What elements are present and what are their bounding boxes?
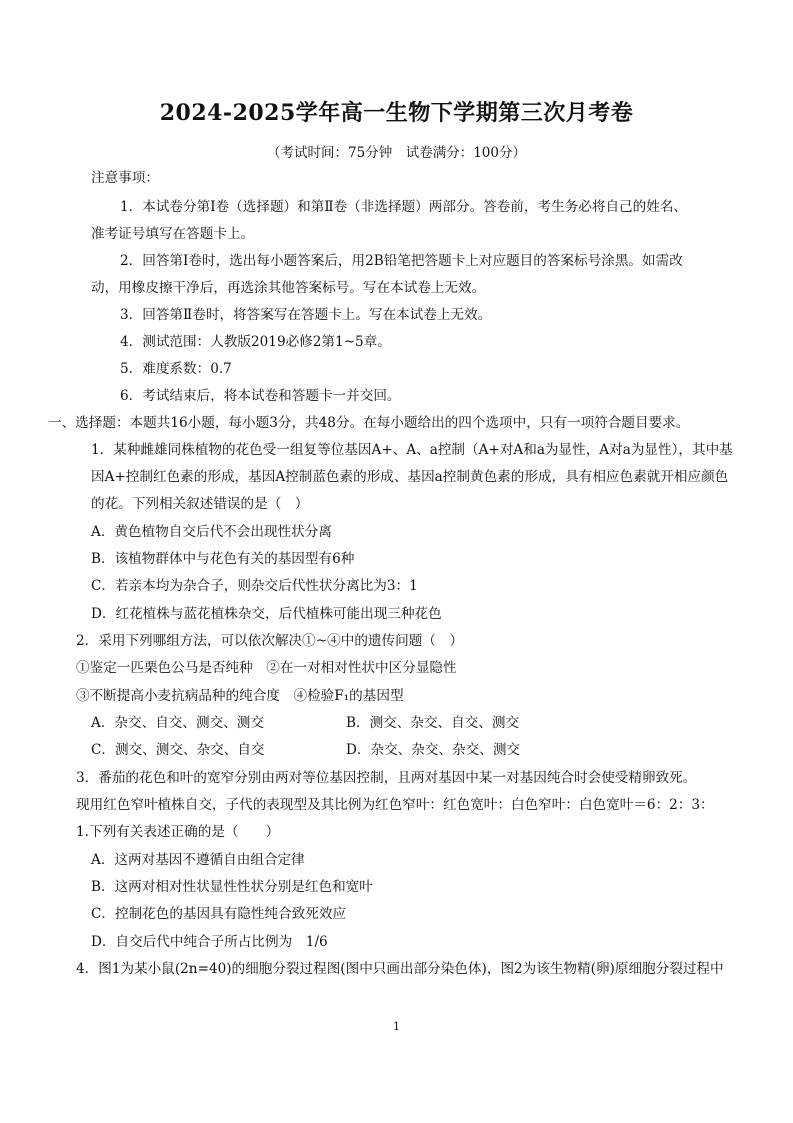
question-stem: 因A+控制红色素的形成，基因A控制蓝色素的形成、基因a控制黄色素的形成，具有相应色素就开相应颜色 [91, 469, 729, 485]
answer-option: C．若亲本均为杂合子，则杂交后代性状分离比为3：1 [91, 578, 418, 594]
exam-subtitle: （考试时间：75分钟 试卷满分：100分） [267, 145, 526, 161]
page-number: 1 [393, 1020, 400, 1033]
answer-option: D．红花植株与蓝花植株杂交，后代植株可能出现三种花色 [91, 606, 442, 622]
note-line: 动，用橡皮擦干净后，再选涂其他答案标号。写在本试卷上无效。 [91, 280, 486, 296]
question-stem: 4．图1为某小鼠(2n=40)的细胞分裂过程图(图中只画出部分染色体)，图2为该生物精(卵)原细胞分裂过程中 [76, 961, 724, 977]
note-line: 6．考试结束后，将本试卷和答题卡一并交回。 [120, 388, 401, 404]
answer-option: B．这两对相对性状显性性状分别是红色和宽叶 [91, 879, 373, 895]
question-stem: 现用红色窄叶植株自交，子代的表现型及其比例为红色窄叶：红色宽叶：白色窄叶：白色宽叶＝6：2：3： [76, 797, 714, 813]
question-stem: 1.下列有关表述正确的是（ ） [76, 824, 280, 840]
exam-title: 2024-2025学年高一生物下学期第三次月考卷 [159, 100, 634, 126]
note-line: 3．回答第Ⅱ卷时，将答案写在答题卡上。写在本试卷上无效。 [120, 307, 492, 323]
answer-option: C．控制花色的基因具有隐性纯合致死效应 [91, 906, 347, 922]
answer-option: A．这两对基因不遵循自由组合定律 [91, 852, 305, 868]
question-item: ③不断提高小麦抗病品种的纯合度 ④检验F₁的基因型 [76, 688, 404, 704]
answer-option: D．杂交、杂交、杂交、测交 [346, 742, 521, 758]
answer-option: A．杂交、自交、测交、测交 [91, 715, 264, 731]
note-line: 4．测试范围：人教版2019必修2第1~5章。 [120, 334, 391, 350]
notes-heading: 注意事项： [91, 170, 159, 186]
question-item: ①鉴定一匹栗色公马是否纯种 ②在一对相对性状中区分显隐性 [76, 660, 457, 676]
answer-option: C．测交、测交、杂交、自交 [91, 742, 265, 758]
answer-option: A．黄色植物自交后代不会出现性状分离 [91, 524, 332, 540]
answer-option: B．测交、杂交、自交、测交 [346, 715, 520, 731]
question-stem: 2．采用下列哪组方法，可以依次解决①~④中的遗传问题（ ） [76, 633, 464, 649]
answer-option: B．该植物群体中与花色有关的基因型有6种 [91, 551, 355, 567]
question-stem: 的花。下列相关叙述错误的是（ ） [91, 496, 309, 512]
section-heading: 一、选择题：本题共16小题，每小题3分，共48分。在每小题给出的四个选项中，只有一项符合题目要求。 [48, 415, 690, 431]
note-line: 2．回答第Ⅰ卷时，选出每小题答案后，用2B铅笔把答题卡上对应题目的答案标号涂黑。如需改 [120, 253, 683, 269]
question-stem: 1．某种雌雄同株植物的花色受一组复等位基因A+、A、a控制（A+对A和a为显性，A对a为显性），其中基 [91, 442, 733, 458]
note-line: 准考证号填写在答题卡上。 [91, 226, 255, 242]
answer-option: D．自交后代中纯合子所占比例为 1/6 [91, 934, 328, 950]
note-line: 5．难度系数：0.7 [120, 361, 232, 377]
note-line: 1．本试卷分第Ⅰ卷（选择题）和第Ⅱ卷（非选择题）两部分。答卷前，考生务必将自己的姓名、 [120, 199, 688, 215]
question-stem: 3．番茄的花色和叶的宽窄分别由两对等位基因控制，且两对基因中某一对基因纯合时会使受精卵致死。 [76, 770, 697, 786]
